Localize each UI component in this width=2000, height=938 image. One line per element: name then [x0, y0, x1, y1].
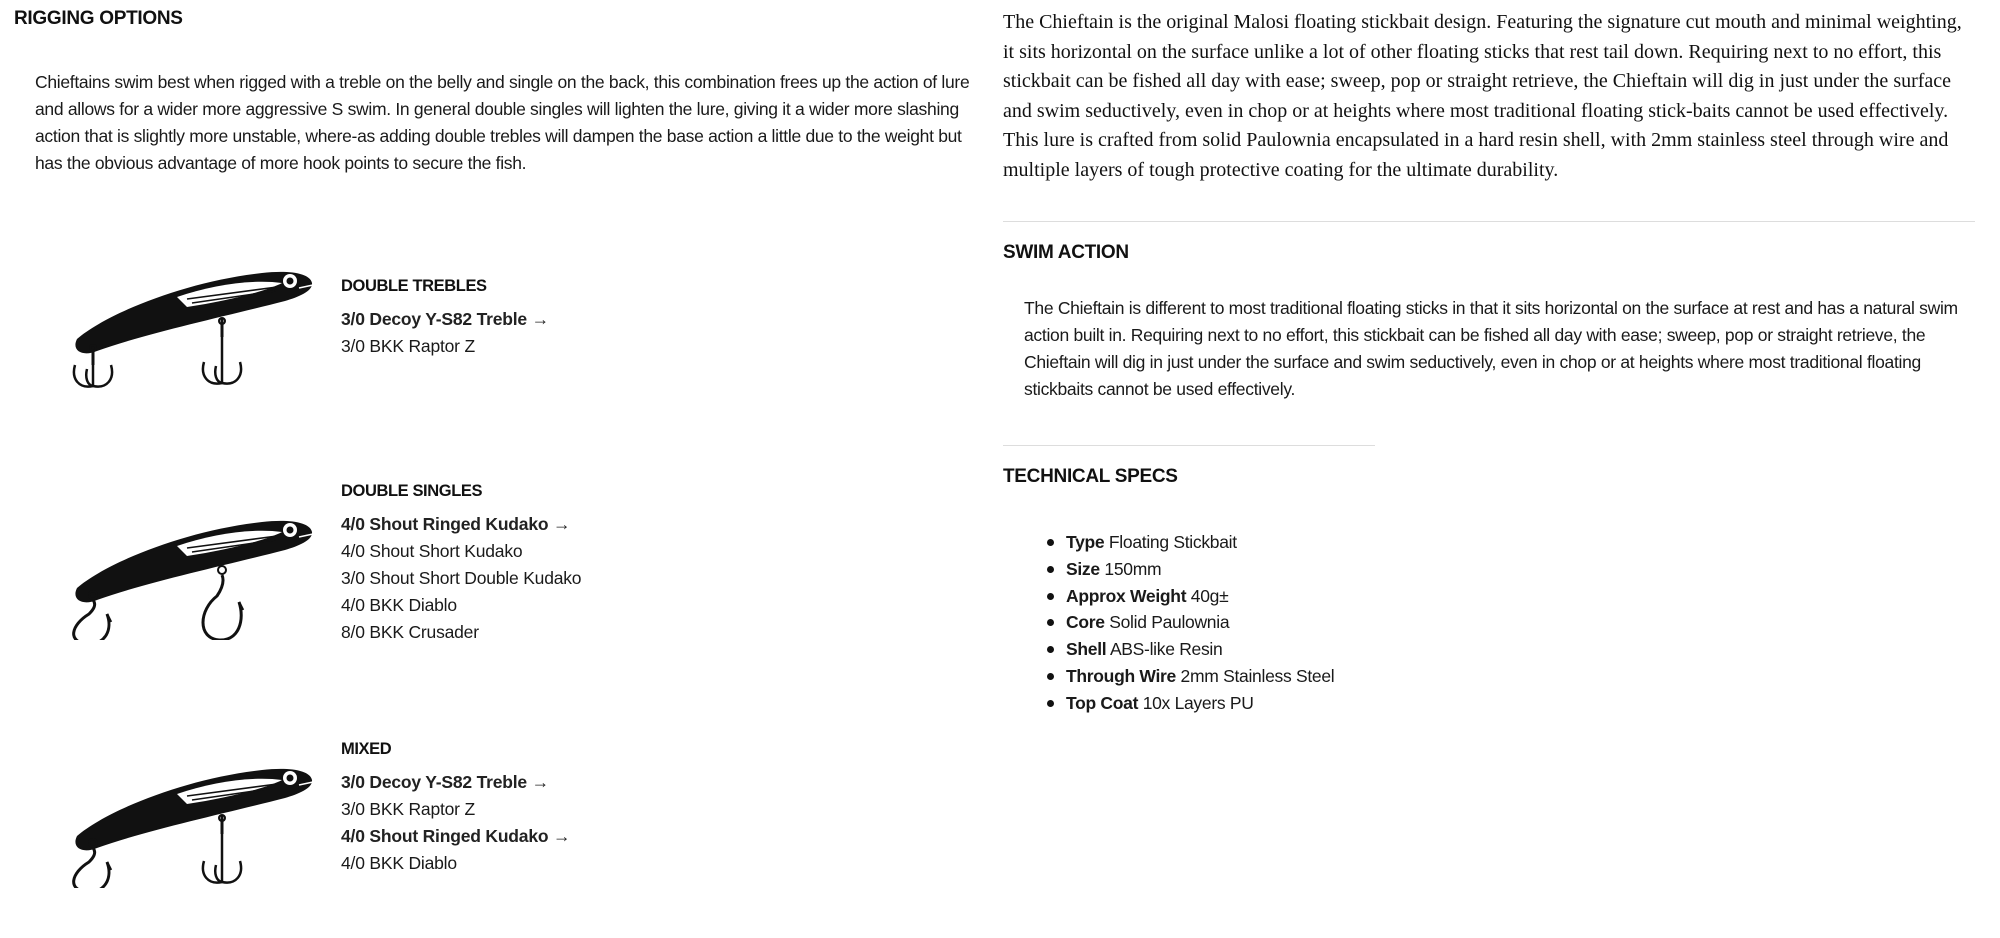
rig-text — [341, 277, 549, 360]
spec-value: ABS-like Resin — [1109, 639, 1223, 660]
spec-key: Through Wire — [1066, 665, 1176, 686]
hook-item: 3/0 Shout Short Double Kudako — [341, 568, 582, 588]
spec-key: Type — [1066, 532, 1105, 552]
hook-item: 8/0 BKK Crusader — [341, 622, 479, 642]
specs-list — [1003, 529, 1975, 717]
swim-action-heading: SWIM ACTION — [1003, 242, 1129, 263]
divider — [1003, 221, 1975, 222]
spec-item — [1043, 663, 1975, 690]
hook-link[interactable]: 4/0 Shout Ringed Kudako → — [341, 826, 571, 846]
spec-value: 40g± — [1190, 585, 1229, 606]
rigging-intro: Chieftains swim best when rigged with a treble on the belly and single on the back, this combination frees up the action of lure and allows for a wider more aggressive S swim. In general double singles will lighten the lure, giving it a wider more slashing action that is slightly more unstable, where-as adding double trebles will dampen the base action a little due to the weight but has the obvious advantage of more hook points to secure the fish. — [35, 72, 970, 173]
rig-text — [341, 740, 570, 877]
spec-value: Floating Stickbait — [1108, 532, 1237, 552]
swim-action-text: The Chieftain is different to most traditional floating sticks in that it sits horizontal on the surface at rest and has a natural swim action built in. Requiring next to no effort, this stickbait can be fished all day with ease; sweep, pop or straight retrieve, the Chieftain will dig in just under the surface and swim seductively, even in chop or at heights where most traditional floating stickbaits cannot be used effectively. — [1024, 298, 1958, 399]
spec-value: 2mm Stainless Steel — [1180, 665, 1335, 686]
product-description: The Chieftain is the original Malosi floating stickbait design. Featuring the signature cut mouth and minimal weighting, it sits horizontal on the surface unlike a lot of other floating sticks that rest tail down. Requiring next to no effort, this stickbait can be fished all day with ease; sweep, pop or straight retrieve, the Chieftain will dig in just under the surface and swim seductively, even in chop or at heights where most traditional floating stick-baits cannot be used effectively. This lure is crafted from solid Paulownia encapsulated in a hard resin shell, with 2mm stainless steel through wire and multiple layers of tough protective coating for the ultimate durability. — [1003, 11, 1962, 181]
hook-link[interactable]: 4/0 Shout Ringed Kudako → — [341, 514, 571, 534]
spec-value: 150mm — [1104, 558, 1162, 579]
rig-text — [341, 482, 581, 646]
spec-key: Shell — [1066, 639, 1107, 660]
hook-item: 4/0 Shout Short Kudako — [341, 541, 523, 561]
hook-item: 3/0 BKK Raptor Z — [341, 799, 475, 819]
rig-title: DOUBLE SINGLES — [341, 482, 483, 500]
spec-key: Approx Weight — [1066, 585, 1187, 606]
spec-item — [1043, 690, 1975, 717]
lure-mixed-icon — [27, 758, 327, 888]
lure-double-singles-icon — [27, 510, 327, 640]
spec-value: 10x Layers PU — [1142, 692, 1254, 713]
divider — [1003, 445, 1375, 446]
spec-item — [1043, 529, 1975, 556]
spec-key: Top Coat — [1066, 692, 1139, 713]
rig-title: MIXED — [341, 740, 392, 758]
hook-link[interactable]: 3/0 Decoy Y-S82 Treble → — [341, 309, 549, 329]
technical-specs-heading: TECHNICAL SPECS — [1003, 466, 1178, 487]
product-details — [1003, 8, 1975, 717]
spec-value: Solid Paulownia — [1109, 612, 1230, 633]
rigging-heading: RIGGING OPTIONS — [14, 8, 183, 29]
spec-item — [1043, 609, 1975, 636]
hook-item: 3/0 BKK Raptor Z — [341, 336, 475, 356]
hook-link[interactable]: 3/0 Decoy Y-S82 Treble → — [341, 772, 549, 792]
spec-item — [1043, 583, 1975, 610]
rigging-section — [14, 8, 984, 177]
spec-key: Core — [1066, 612, 1105, 633]
hook-item: 4/0 BKK Diablo — [341, 853, 457, 873]
lure-double-trebles-icon — [27, 261, 327, 391]
rig-title: DOUBLE TREBLES — [341, 277, 487, 295]
spec-item — [1043, 556, 1975, 583]
spec-item — [1043, 636, 1975, 663]
spec-key: Size — [1066, 558, 1100, 579]
hook-item: 4/0 BKK Diablo — [341, 595, 457, 615]
